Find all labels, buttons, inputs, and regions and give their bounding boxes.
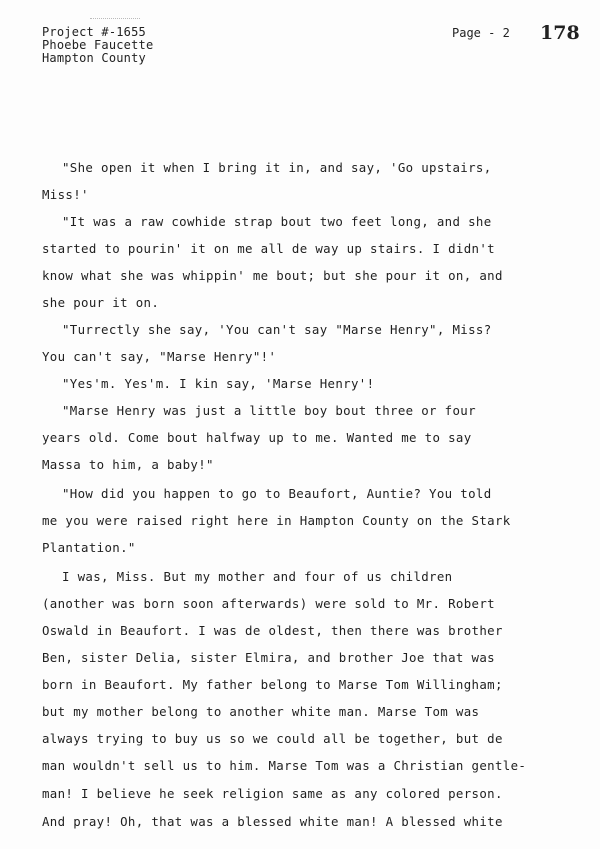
text-line: Miss!' [42, 187, 89, 202]
text-line: I was, Miss. But my mother and four of us children [62, 569, 453, 584]
text-line: man! I believe he seek religion same as any colored person. [42, 786, 503, 801]
text-line: she pour it on. [42, 295, 160, 310]
text-line: Ben, sister Delia, sister Elmira, and brother Joe that was [42, 650, 495, 665]
page-label: Page - 2 [452, 26, 510, 40]
text-line: You can't say, "Marse Henry"!' [42, 349, 277, 364]
text-line: "How did you happen to go to Beaufort, Auntie? You told [62, 486, 492, 501]
county-name: Hampton County [42, 51, 146, 65]
text-line: Oswald in Beaufort. I was de oldest, then there was brother [42, 623, 503, 638]
text-line: "She open it when I bring it in, and say, 'Go upstairs, [62, 160, 492, 175]
page-number: 178 [540, 22, 580, 44]
text-line: me you were raised right here in Hampton County on the Stark [42, 513, 511, 528]
text-line: "Marse Henry was just a little boy bout three or four [62, 403, 476, 418]
text-line: And pray! Oh, that was a blessed white man! A blessed white [42, 814, 503, 829]
text-line: man wouldn't sell us to him. Marse Tom was a Christian gentle- [42, 758, 527, 773]
text-line: know what she was whippin' me bout; but she pour it on, and [42, 268, 503, 283]
header-rule [90, 18, 140, 19]
text-line: years old. Come bout halfway up to me. Wanted me to say [42, 430, 472, 445]
text-line: but my mother belong to another white man. Marse Tom was [42, 704, 480, 719]
project-number: Project #-1655 [42, 25, 146, 39]
text-line: "Yes'm. Yes'm. I kin say, 'Marse Henry'! [62, 376, 375, 391]
text-line: "It was a raw cowhide strap bout two feet long, and she [62, 214, 492, 229]
text-line: Plantation." [42, 540, 136, 555]
text-line: born in Beaufort. My father belong to Marse Tom Willingham; [42, 677, 503, 692]
text-line: always trying to buy us so we could all be together, but de [42, 731, 503, 746]
document-header [42, 26, 153, 65]
text-line: Massa to him, a baby!" [42, 457, 214, 472]
text-line: (another was born soon afterwards) were sold to Mr. Robert [42, 596, 495, 611]
text-line: "Turrectly she say, 'You can't say "Marse Henry", Miss? [62, 322, 492, 337]
interviewee-name: Phoebe Faucette [42, 38, 154, 52]
text-line: started to pourin' it on me all de way up stairs. I didn't [42, 241, 495, 256]
